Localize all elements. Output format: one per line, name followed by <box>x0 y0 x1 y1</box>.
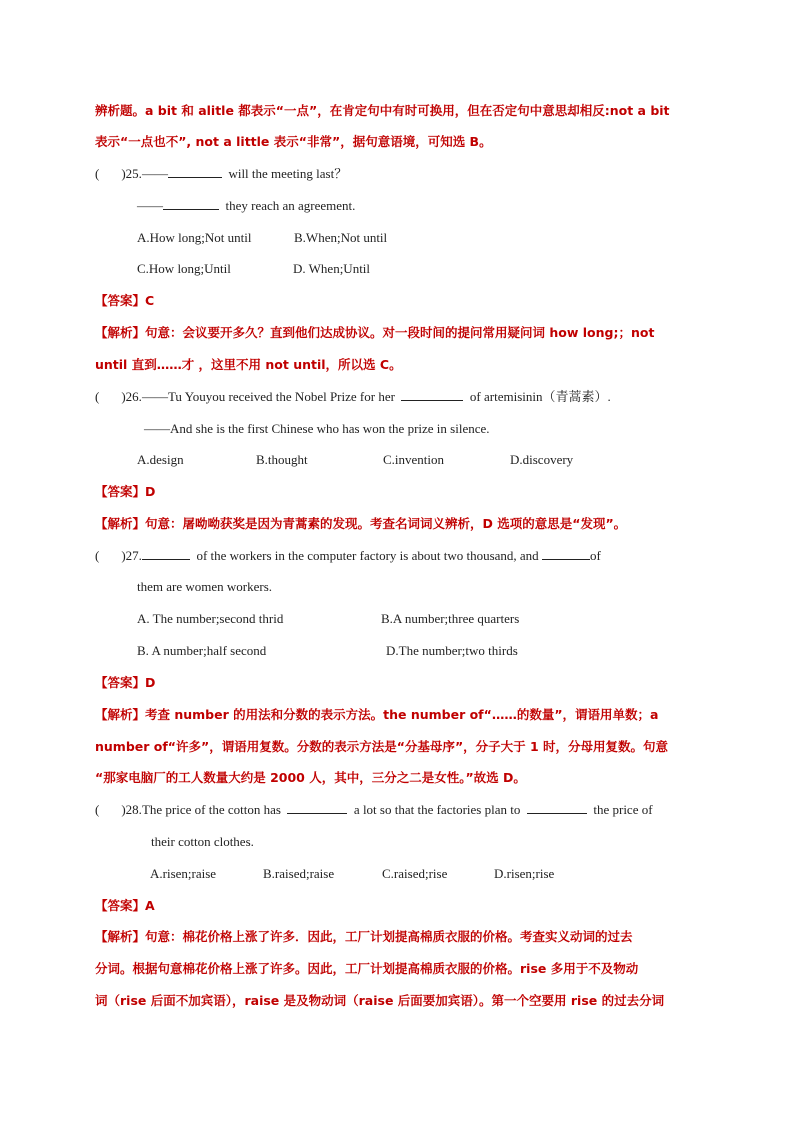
q26-blank[interactable] <box>401 388 463 401</box>
q27-explanation-line2: number of“许多”，谓语用复数。分数的表示方法是“分基母序”，分子大于 1 时，分母用复数。句意 <box>95 739 669 754</box>
q28-text1b: a lot so that the factories plan to <box>353 802 521 817</box>
q25-explanation-line1: 【解析】句意：会议要开多久？直到他们达成协议。对一段时间的提问常用疑问词 how long;；not <box>95 325 655 340</box>
q27-blank2[interactable] <box>542 547 590 560</box>
q25-option-a[interactable]: A.How long;Not until <box>137 230 252 245</box>
q25-explanation-line2: until 直到……才 ，这里不用 not until，所以选 C。 <box>95 357 402 372</box>
q28-paren-open: ( <box>95 802 100 817</box>
q27-explanation-line3: “那家电脑厂的工人数量大约是 2000 人，其中，三分之二是女性。”故选 D。 <box>95 770 526 785</box>
q25-blank2[interactable] <box>163 197 219 210</box>
q27-stem-line1 <box>95 547 700 565</box>
q27-stem-line2: them are women workers. <box>137 579 273 594</box>
q28-option-a[interactable]: A.risen;raise <box>150 866 217 881</box>
q28-stem-line1 <box>95 801 700 819</box>
q25-option-b[interactable]: B.When;Not until <box>294 230 388 245</box>
q27-blank1[interactable] <box>142 547 190 560</box>
q25-text1: will the meeting last？ <box>228 166 348 181</box>
q25-text2: they reach an agreement. <box>225 198 356 213</box>
q25-answer: 【答案】C <box>95 293 155 308</box>
q27-explanation-line1: 【解析】考查 number 的用法和分数的表示方法。the number of“……的数量”，谓语用单数；a <box>95 707 659 722</box>
q27-number: )27. <box>121 548 142 563</box>
q26-explanation-line1: 【解析】句意：屠呦呦获奖是因为青蒿素的发现。考查名词词义辨析，D 选项的意思是“发现”。 <box>95 516 627 531</box>
q25-dash1: —— <box>141 166 168 181</box>
q27-text1b: of <box>589 548 601 563</box>
q28-explanation-line2: 分词。根据句意棉花价格上涨了许多。因此，工厂计划提高棉质衣服的价格。rise 多用于不及物动 <box>95 961 639 976</box>
q27-option-c[interactable]: B. A number;half second <box>137 643 267 658</box>
q27-option-b[interactable]: B.A number;three quarters <box>381 611 520 626</box>
q27-paren-open: ( <box>95 548 100 563</box>
q26-answer: 【答案】D <box>95 484 156 499</box>
q28-option-c[interactable]: C.raised;rise <box>382 866 448 881</box>
q28-option-d[interactable]: D.risen;rise <box>494 866 555 881</box>
q28-text1a: The price of the cotton has <box>141 802 281 817</box>
q28-option-b[interactable]: B.raised;raise <box>263 866 335 881</box>
q27-answer: 【答案】D <box>95 675 156 690</box>
q25-stem-line2 <box>137 197 700 215</box>
q26-paren-open: ( <box>95 389 100 404</box>
q25-blank1[interactable] <box>168 165 222 178</box>
q25-option-d[interactable]: D. When;Until <box>293 261 371 276</box>
q26-stem-line1 <box>95 388 700 406</box>
q28-stem-line2: their cotton clothes. <box>151 834 254 849</box>
q26-option-a[interactable]: A.design <box>137 452 184 467</box>
q24-explanation-line1: 辨析题。a bit 和 alitle 都表示“一点”，在肯定句中有时可换用，但在否定句中意思却相反:not a bit <box>95 103 670 118</box>
q27-text1a: of the workers in the computer factory is about two thousand, and <box>196 548 539 563</box>
q28-blank1[interactable] <box>287 801 347 814</box>
q28-explanation-line3: 词（rise 后面不加宾语），raise 是及物动词（raise 后面要加宾语）。第一个空要用 rise 的过去分词 <box>95 993 665 1008</box>
q25-dash2: —— <box>137 198 163 213</box>
q27-option-a[interactable]: A. The number;second thrid <box>137 611 284 626</box>
q26-stem-line2: ——And she is the first Chinese who has won the prize in silence. <box>144 421 490 436</box>
q26-text1a: ——Tu Youyou received the Nobel Prize for her <box>141 389 395 404</box>
q24-explanation-line2: 表示“一点也不”, not a little 表示“非常”，据句意语境，可知选 B。 <box>95 134 492 149</box>
q28-text1c: the price of <box>593 802 653 817</box>
q25-stem-line1 <box>95 165 700 183</box>
q28-blank2[interactable] <box>527 801 587 814</box>
q27-option-d[interactable]: D.The number;two thirds <box>386 643 518 658</box>
q26-option-b[interactable]: B.thought <box>256 452 308 467</box>
q26-number: )26. <box>121 389 142 404</box>
q25-option-c[interactable]: C.How long;Until <box>137 261 231 276</box>
q26-text1b: of artemisinin（青蒿素）. <box>469 389 611 404</box>
q26-option-d[interactable]: D.discovery <box>510 452 574 467</box>
q28-explanation-line1: 【解析】句意：棉花价格上涨了许多．因此，工厂计划提高棉质衣服的价格。考查实义动词的过去 <box>95 929 633 944</box>
q25-paren-open: ( <box>95 166 100 181</box>
q25-number: )25. <box>121 166 142 181</box>
q28-answer: 【答案】A <box>95 898 155 913</box>
q26-option-c[interactable]: C.invention <box>383 452 445 467</box>
q28-number: )28. <box>121 802 142 817</box>
